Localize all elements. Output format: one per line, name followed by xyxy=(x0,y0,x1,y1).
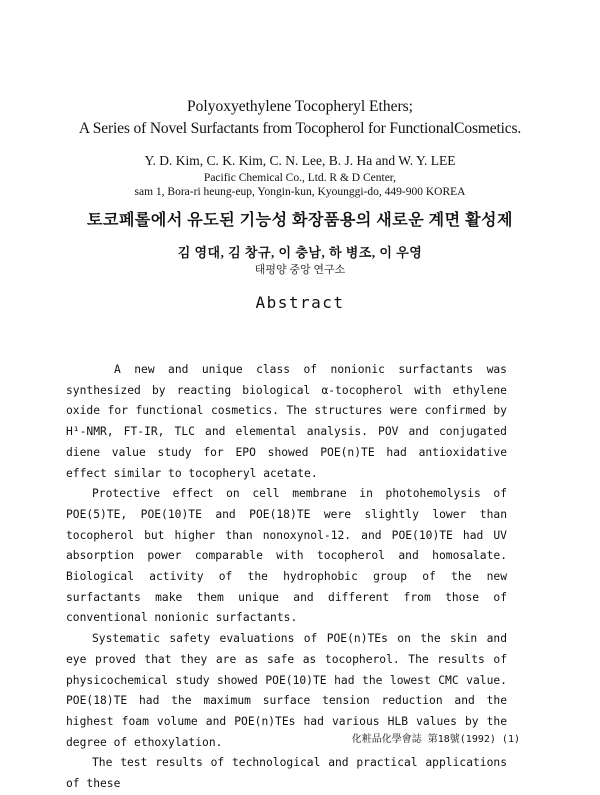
abstract-paragraph-4: The test results of technological and practical applications of these xyxy=(66,756,507,791)
abstract-heading: Abstract xyxy=(255,293,345,312)
affiliation-line-1: Pacific Chemical Co., Ltd. R & D Center, xyxy=(203,172,397,184)
author-list: Y. D. Kim, C. K. Kim, C. N. Lee, B. J. Ha and W. Y. LEE xyxy=(144,153,456,168)
korean-author-list: 김 영대, 김 창규, 이 충남, 하 병조, 이 우영 xyxy=(177,245,423,260)
abstract-paragraph-3: Systematic safety evaluations of POE(n)TEs on the skin and eye proved that they are as safe as tocopherol. The results of physicochemical study showed POE(10)TE had the lowest CMC value. POE(18)TE had the maximum surface tension reduction and the highest foam volume and POE(n)TEs had various HLB values by the degree of ethoxylation. xyxy=(66,632,507,749)
korean-organization: 태평양 중앙 연구소 xyxy=(254,264,346,276)
paper-title-line-1: Polyoxyethylene Tocopheryl Ethers; xyxy=(187,98,413,115)
korean-title: 토코페롤에서 유도된 기능성 화장품용의 새로운 계면 활성제 xyxy=(87,212,513,229)
affiliation-line-2: sam 1, Bora-ri heung-eup, Yongin-kun, Kyounggi-do, 449-900 KOREA xyxy=(134,186,466,198)
paper-title-line-2: A Series of Novel Surfactants from Tocopherol for FunctionalCosmetics. xyxy=(78,120,522,137)
journal-footer: 化粧品化學會誌 第18號(1992) (1) xyxy=(351,734,520,745)
abstract-paragraph-1: A new and unique class of nonionic surfactants was synthesized by reacting biological α-tocopherol with ethylene oxide for functional cosmetics. The structures were confirmed by H¹-NMR, FT-IR, TLC and elemental analysis. POV and conjugated diene value study for EPO showed POE(n)TE had antioxidative effect similar to tocopheryl acetate. xyxy=(66,363,507,480)
abstract-paragraph-2: Protective effect on cell membrane in photohemolysis of POE(5)TE, POE(10)TE and POE(18)TE were slightly lower than tocopherol but higher than nonoxynol-12. and POE(10)TE had UV absorption power comparable with tocopherol and homosalate. Biological activity of the hydrophobic group of the new surfactants make them unique and different from those of conventional nonionic surfactants. xyxy=(66,487,507,625)
